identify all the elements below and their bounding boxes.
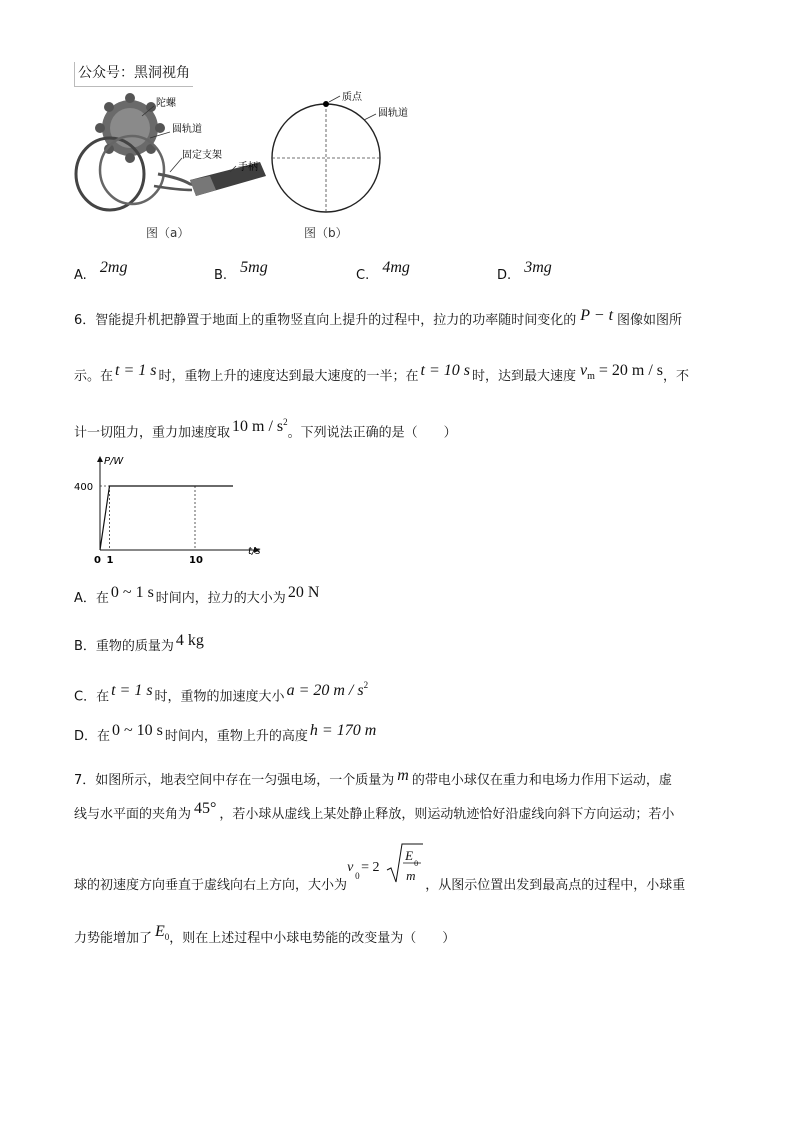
y-axis-arrow [97,456,103,462]
q7-line-1: 7．如图所示，地表空间中存在一匀强电场，一个质量为 m 的带电小球仅在重力和电场力作用下运动，虚 [74,767,672,788]
q6-power-time-chart [74,452,278,570]
x-tick-label-0: 0 [94,555,101,566]
label-track-b: 圆轨道 [378,108,408,119]
q7-line-4: 力势能增加了 $E_0$，则在上述过程中小球电势能的改变量为（ ） [74,923,456,946]
figure-a-caption: 图（a） [146,226,190,240]
q6-option-b: B．重物的质量为 4 kg [74,632,204,654]
figure-a-gyroscope [70,92,280,242]
q6-option-d: D．在 0 ~ 10 s 时间内，重物上升的高度 h = 170 m [74,722,377,744]
q6-line-3: 计一切阻力，重力加速度取 10 m / $s^2$。下列说法正确的是（ ） [74,417,457,441]
q6-line-1: 6．智能提升机把静置于地面上的重物竖直向上提升的过程中，拉力的功率随时间变化的 P − t 图像如图所 [74,307,683,328]
q5-option-b: B. 5mg [214,259,268,283]
x-axis-label: t/s [248,546,261,557]
q5-option-d: D. 3mg [497,259,552,283]
label-gyro: 陀螺 [156,98,176,109]
q6-option-a: A．在 0 ~ 1 s 时间内，拉力的大小为 20 N [74,584,320,606]
y-tick-label-400: 400 [74,482,94,493]
label-track-a: 圆轨道 [172,124,202,135]
q7-velocity-formula: v 0 = 2 E 0 m [351,876,421,896]
q7-line-2: 线与水平面的夹角为 45° ，若小球从虚线上某处静止释放，则运动轨迹恰好沿虚线向斜下方向运动；若小 [74,800,675,822]
q5-option-c: C. 4mg [356,259,410,283]
y-axis-label: P/W [104,456,124,467]
x-tick-label-10: 10 [189,555,203,566]
q6-line-2: 示。在 t = 1 s 时，重物上升的速度达到最大速度的一半；在 t = 10 s 时，达到最大速度 $v_m = 20$ m / s，不 [74,362,690,384]
particle-dot [323,101,329,107]
q6-option-c: C．在 t = 1 s 时，重物的加速度大小 a = 20 m / $s^2$ [74,680,369,705]
power-series-line [100,486,233,550]
watermark-label: 公众号：黑洞视角 [74,62,193,87]
label-handle: 手柄 [238,162,258,173]
figure-b-caption: 图（b） [304,226,348,240]
q5-option-a: A. 2mg [74,259,128,283]
x-tick-label-1: 1 [106,555,114,566]
label-bracket: 固定支架 [182,150,222,161]
q7-line-3: 球的初速度方向垂直于虚线向右上方向，大小为 v 0 = 2 E 0 m ，从图示位置出发到最高点的过程中，小球重 [74,876,685,896]
figure-b-circle-track [270,88,440,228]
label-particle: 质点 [342,92,362,103]
